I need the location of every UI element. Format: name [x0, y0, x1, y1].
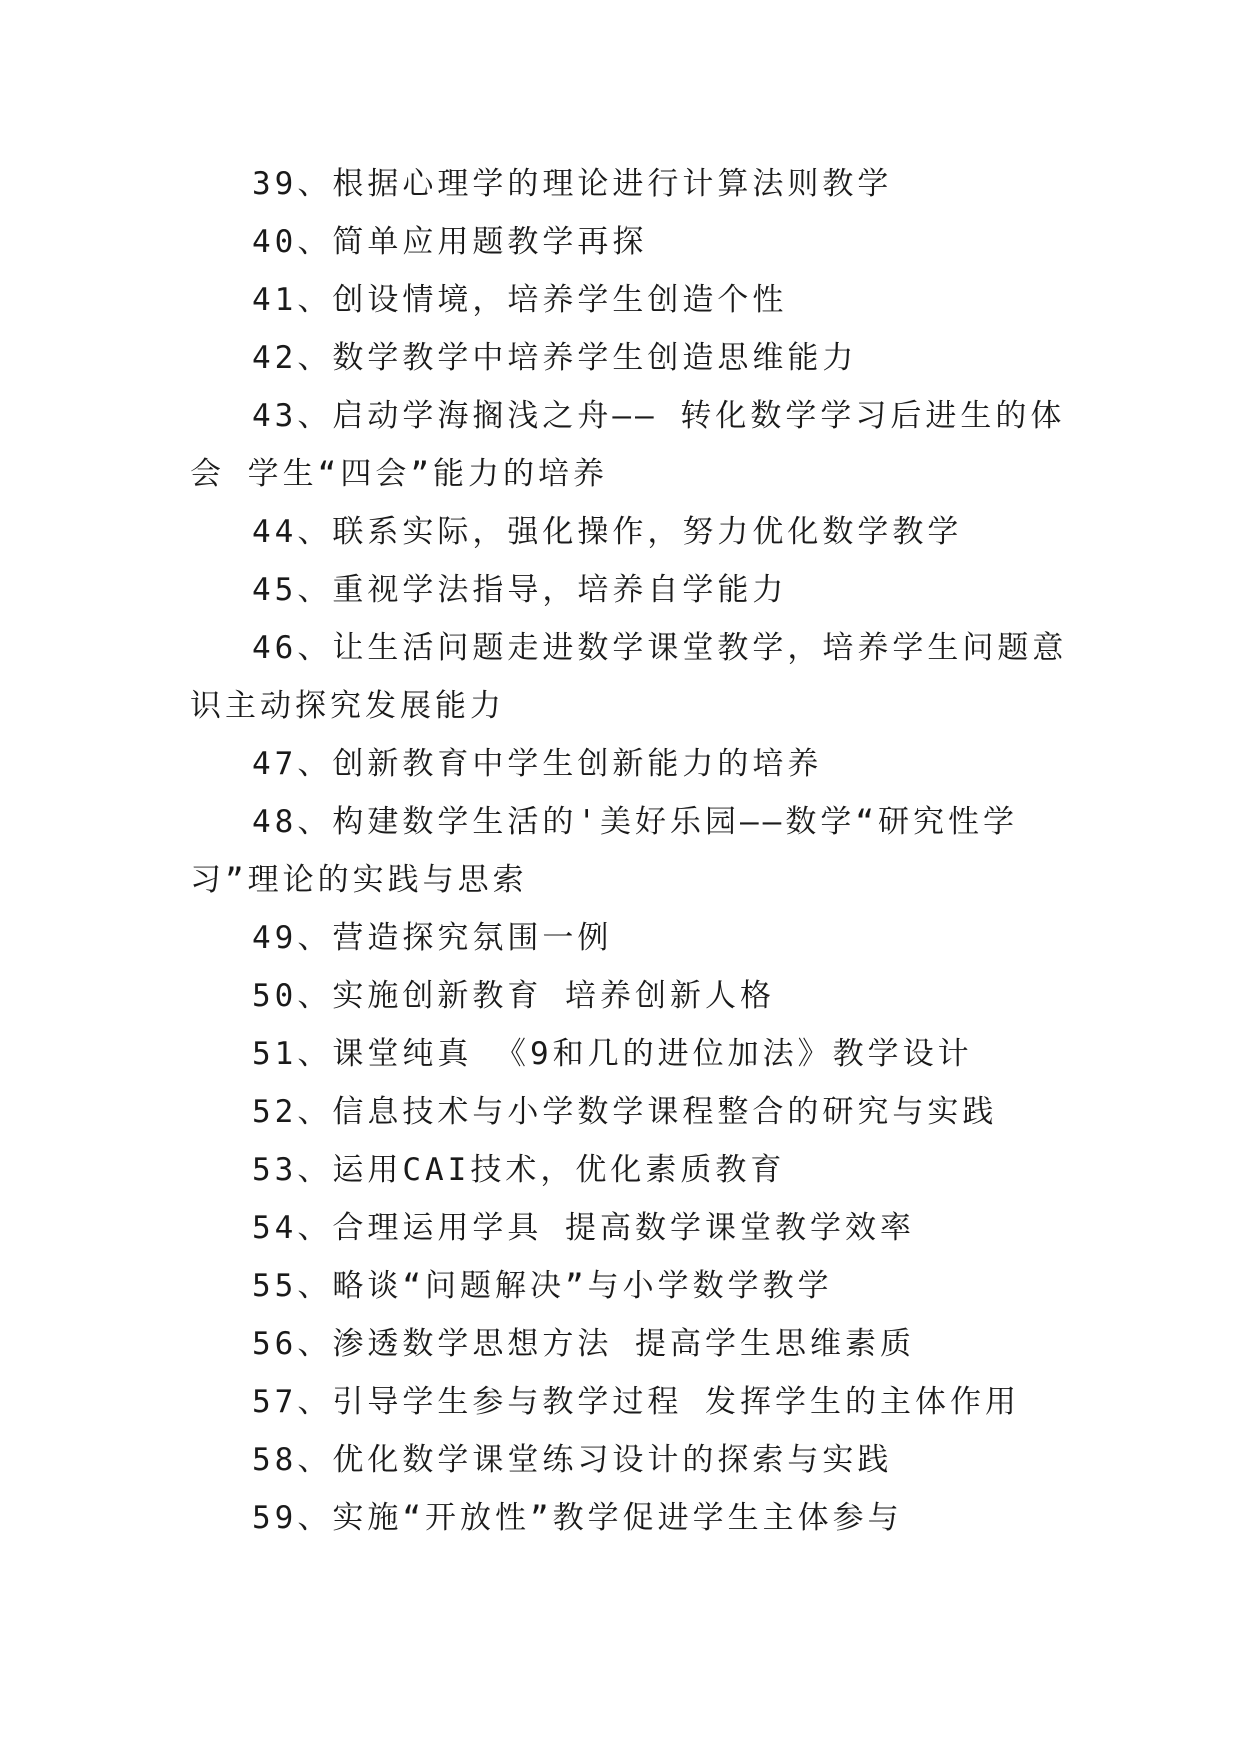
list-item: 42、数学教学中培养学生创造思维能力 [252, 340, 858, 376]
list-item: 45、重视学法指导，培养自学能力 [252, 572, 788, 608]
list-item: 52、信息技术与小学数学课程整合的研究与实践 [252, 1094, 998, 1130]
list-item: 49、营造探究氛围一例 [252, 920, 613, 956]
list-item: 46、让生活问题走进数学课堂教学，培养学生问题意识主动探究发展能力 [190, 630, 1068, 724]
list-item: 55、略谈“问题解决”与小学数学教学 [252, 1268, 833, 1304]
list-item: 54、合理运用学具 提高数学课堂教学效率 [252, 1210, 915, 1246]
list-item: 57、引导学生参与教学过程 发挥学生的主体作用 [252, 1384, 1020, 1420]
list-item: 48、构建数学生活的'美好乐园——数学“研究性学习”理论的实践与思索 [190, 804, 1018, 898]
list-item: 50、实施创新教育 培养创新人格 [252, 978, 775, 1014]
list-item: 44、联系实际，强化操作，努力优化数学教学 [252, 514, 963, 550]
list-item: 51、课堂纯真 《9和几的进位加法》教学设计 [252, 1036, 973, 1072]
list-item: 58、优化数学课堂练习设计的探索与实践 [252, 1442, 893, 1478]
list-item: 39、根据心理学的理论进行计算法则教学 [252, 166, 893, 202]
list-item: 56、渗透数学思想方法 提高学生思维素质 [252, 1326, 915, 1362]
article-list [190, 155, 1070, 1547]
list-item: 40、简单应用题教学再探 [252, 224, 648, 260]
list-item: 59、实施“开放性”教学促进学生主体参与 [252, 1500, 903, 1536]
list-item: 53、运用CAI技术，优化素质教育 [252, 1152, 786, 1188]
list-item: 41、创设情境，培养学生创造个性 [252, 282, 788, 318]
list-item: 43、启动学海搁浅之舟—— 转化数学学习后进生的体会 学生“四会”能力的培养 [190, 398, 1066, 492]
list-item: 47、创新教育中学生创新能力的培养 [252, 746, 823, 782]
